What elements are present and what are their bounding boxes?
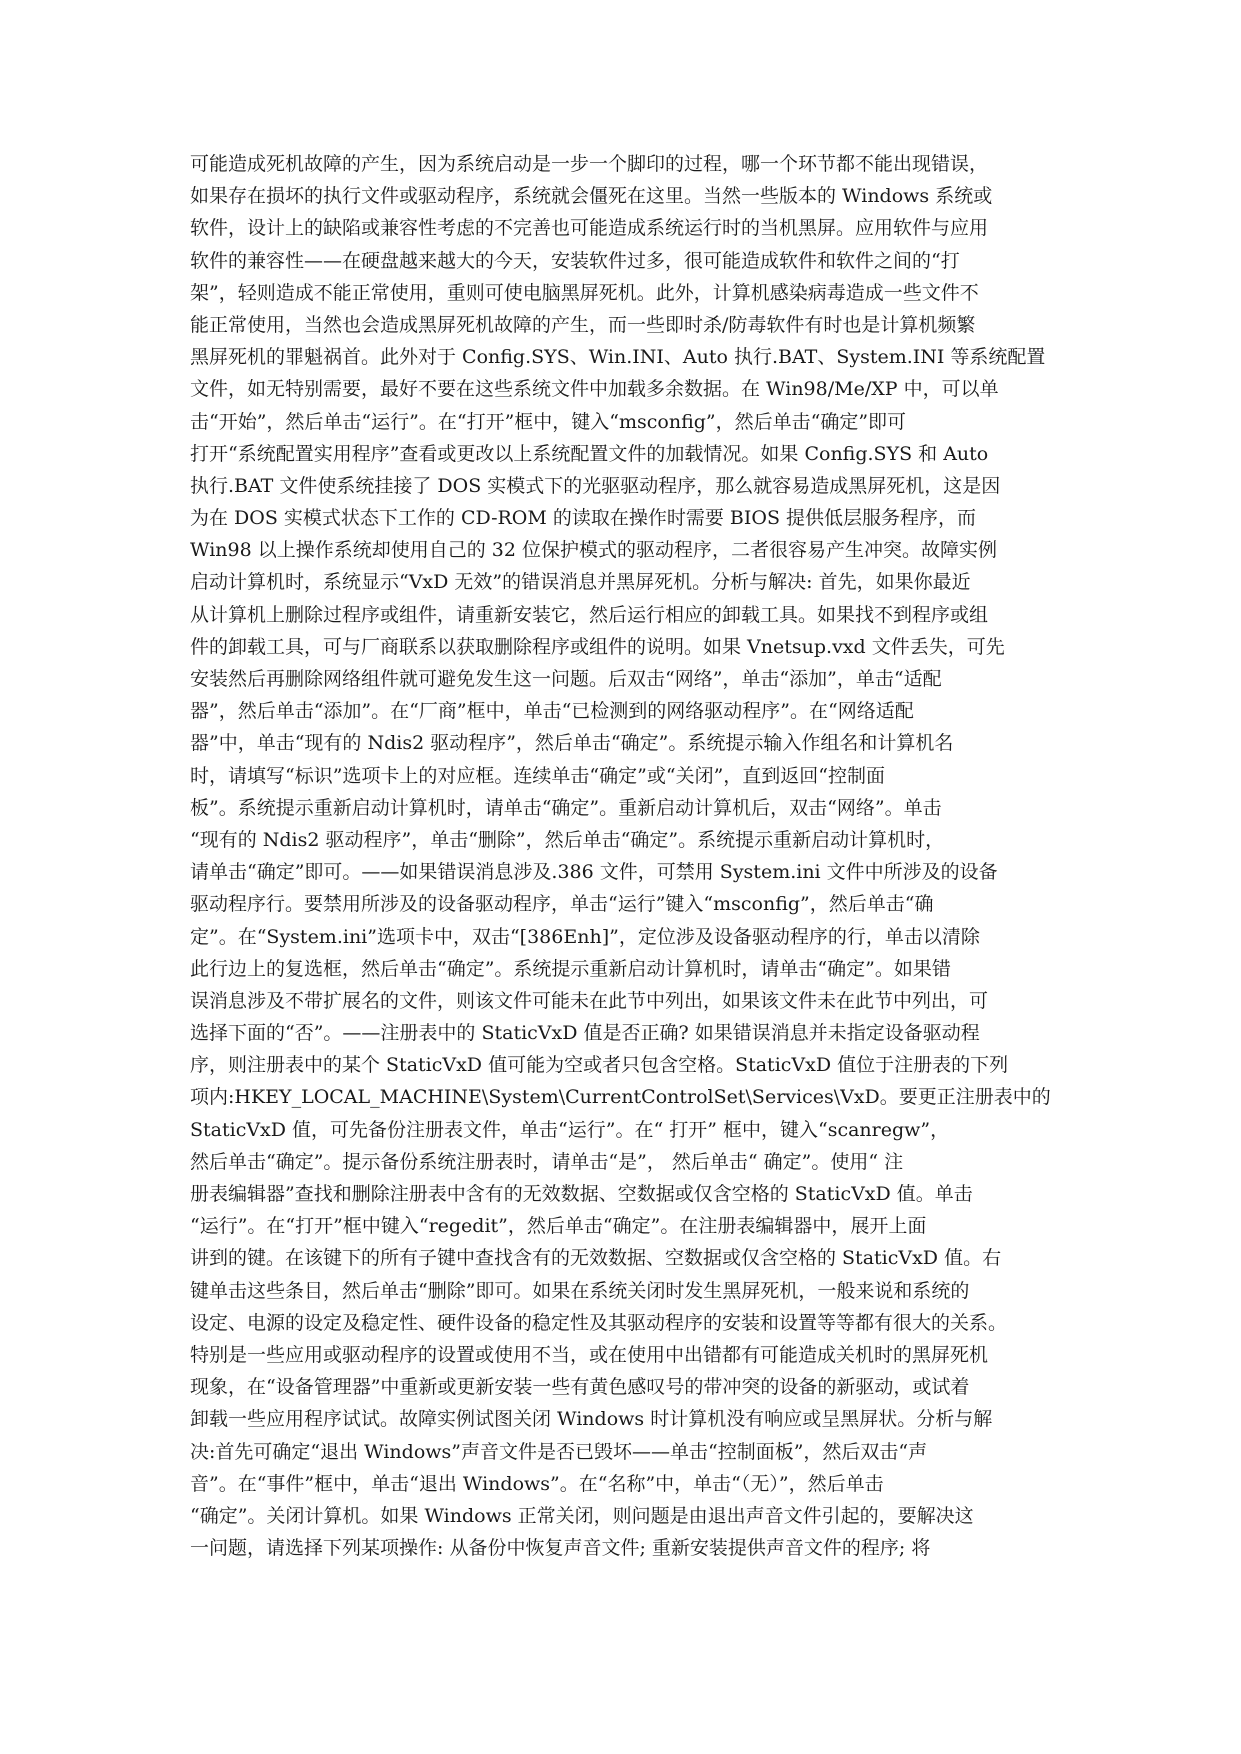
text-line: “确定”。关闭计算机。如果 Windows 正常关闭，则问题是由退出声音文件引起的，要解决这 xyxy=(190,1504,974,1527)
text-line: 启动计算机时，系统显示“VxD 无效”的错误消息并黑屏死机。分析与解决: 首先，如果你最近 xyxy=(190,571,971,594)
text-line: 安装然后再删除网络组件就可避免发生这一问题。后双击“网络”，单击“添加”，单击“适配 xyxy=(190,668,942,690)
text-line: 讲到的键。在该键下的所有子键中查找含有的无效数据、空数据或仅含空格的 StaticVxD 值。右 xyxy=(190,1247,1002,1270)
text-line: 软件的兼容性——在硬盘越来越大的今天，安装软件过多，很可能造成软件和软件之间的“打 xyxy=(190,249,960,272)
text-line: 项内:HKEY_LOCAL_MACHINE\System\CurrentControlSet\Services\VxD。要更正注册表中的 xyxy=(190,1086,1051,1109)
text-line: 设定、电源的设定及稳定性、硬件设备的稳定性及其驱动程序的安装和设置等等都有很大的关系。 xyxy=(190,1311,1008,1334)
text-line: “现有的 Ndis2 驱动程序”，单击“删除”，然后单击“确定”。系统提示重新启动计算机时， xyxy=(190,828,945,851)
text-line: 卸载一些应用程序试试。故障实例试图关闭 Windows 时计算机没有响应或呈黑屏状。分析与解 xyxy=(190,1408,993,1431)
text-line: 打开“系统配置实用程序”查看或更改以上系统配置文件的加载情况。如果 Config.SYS 和 Auto xyxy=(190,442,989,465)
text-line: 架”，轻则造成不能正常使用，重则可使电脑黑屏死机。此外，计算机感染病毒造成一些文件不 xyxy=(190,281,979,304)
text-line: 能正常使用，当然也会造成黑屏死机故障的产生，而一些即时杀/防毒软件有时也是计算机频繁 xyxy=(190,313,976,336)
body-text xyxy=(190,148,1062,1564)
text-line: 可能造成死机故障的产生，因为系统启动是一步一个脚印的过程，哪一个环节都不能出现错误， xyxy=(190,153,989,175)
text-line: 驱动程序行。要禁用所涉及的设备驱动程序，单击“运行”键入“msconfig”，然后单击“确 xyxy=(190,893,934,916)
text-line: 器”，然后单击“添加”。在“厂商”框中，单击“已检测到的网络驱动程序”。在“网络适配 xyxy=(190,700,914,723)
text-line: 请单击“确定”即可。——如果错误消息涉及.386 文件，可禁用 System.ini 文件中所涉及的设备 xyxy=(190,861,998,884)
text-line: 板”。系统提示重新启动计算机时，请单击“确定”。重新启动计算机后，双击“网络”。单击 xyxy=(190,796,942,819)
text-line: 现象，在“设备管理器”中重新或更新安装一些有黄色感叹号的带冲突的设备的新驱动，或试着 xyxy=(190,1376,970,1399)
text-line: 黑屏死机的罪魁祸首。此外对于 Config.SYS、Win.INI、Auto 执行.BAT、System.INI 等系统配置 xyxy=(190,346,1046,369)
text-line: 册表编辑器”查找和删除注册表中含有的无效数据、空数据或仅含空格的 StaticVxD 值。单击 xyxy=(190,1183,973,1205)
text-line: Win98 以上操作系统却使用自己的 32 位保护模式的驱动程序，二者很容易产生冲突。故障实例 xyxy=(190,539,997,562)
text-line: 软件，设计上的缺陷或兼容性考虑的不完善也可能造成系统运行时的当机黑屏。应用软件与应用 xyxy=(190,217,989,240)
text-line: 击“开始”，然后单击“运行”。在“打开”框中，键入“msconfig”，然后单击“确定”即可 xyxy=(190,410,907,433)
text-line: 器”中，单击“现有的 Ndis2 驱动程序”，然后单击“确定”。系统提示输入作组名和计算机名 xyxy=(190,732,954,755)
text-line: 时，请填写“标识”选项卡上的对应框。连续单击“确定”或“关闭”，直到返回“控制面 xyxy=(190,764,885,787)
text-line: 序，则注册表中的某个 StaticVxD 值可能为空或者只包含空格。StaticVxD 值位于注册表的下列 xyxy=(190,1054,1009,1077)
text-line: 件的卸载工具，可与厂商联系以获取删除程序或组件的说明。如果 Vnetsup.vxd 文件丢失，可先 xyxy=(190,635,1005,658)
text-line: 为在 DOS 实模式状态下工作的 CD-ROM 的读取在操作时需要 BIOS 提供低层服务程序，而 xyxy=(190,507,977,530)
text-line: StaticVxD 值，可先备份注册表文件，单击“运行”。在“ 打开” 框中，键入“scanregw”， xyxy=(190,1118,950,1141)
text-line: 键单击这些条目，然后单击“删除”即可。如果在系统关闭时发生黑屏死机，一般来说和系统的 xyxy=(190,1279,970,1302)
text-line: “运行”。在“打开”框中键入“regedit”，然后单击“确定”。在注册表编辑器中，展开上面 xyxy=(190,1215,927,1238)
text-line: 特别是一些应用或驱动程序的设置或使用不当，或在使用中出错都有可能造成关机时的黑屏死机 xyxy=(190,1343,989,1366)
text-line: 如果存在损坏的执行文件或驱动程序，系统就会僵死在这里。当然一些版本的 Windows 系统或 xyxy=(190,185,993,208)
text-line: 此行边上的复选框，然后单击“确定”。系统提示重新启动计算机时，请单击“确定”。如果错 xyxy=(190,957,951,980)
text-line: 文件，如无特别需要，最好不要在这些系统文件中加载多余数据。在 Win98/Me/XP 中，可以单 xyxy=(190,378,999,401)
text-line: 音”。在“事件”框中，单击“退出 Windows”。在“名称”中，单击“（无）”，然后单击 xyxy=(190,1472,884,1495)
text-line: 误消息涉及不带扩展名的文件，则该文件可能未在此节中列出，如果该文件未在此节中列出，可 xyxy=(190,989,989,1012)
text-line: 决:首先可确定“退出 Windows”声音文件是否已毁坏——单击“控制面板”，然后双击“声 xyxy=(190,1440,928,1463)
text-line: 然后单击“确定”。提示备份系统注册表时，请单击“是”， 然后单击“ 确定”。使用“ 注 xyxy=(190,1150,904,1173)
text-line: 执行.BAT 文件使系统挂接了 DOS 实模式下的光驱驱动程序，那么就容易造成黑屏死机，这是因 xyxy=(190,474,1001,497)
text-line: 定”。在“System.ini”选项卡中，双击“[386Enh]”，定位涉及设备驱动程序的行，单击以清除 xyxy=(190,925,980,948)
text-line: 一问题，请选择下列某项操作: 从备份中恢复声音文件; 重新安装提供声音文件的程序; 将 xyxy=(190,1537,931,1560)
text-line: 从计算机上删除过程序或组件，请重新安装它，然后运行相应的卸载工具。如果找不到程序或组 xyxy=(190,603,989,626)
text-line: 选择下面的“否”。——注册表中的 StaticVxD 值是否正确? 如果错误消息并未指定设备驱动程 xyxy=(190,1022,980,1045)
